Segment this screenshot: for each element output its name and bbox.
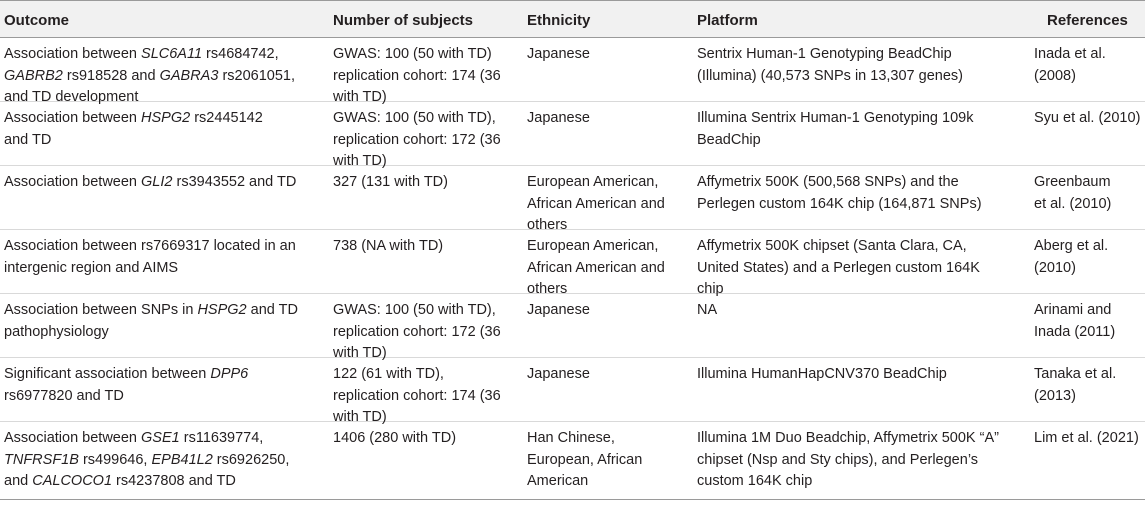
ethnicity-line: Japanese [527,366,590,382]
outcome-text: rs6977820 and TD [4,387,124,404]
platform-line: Illumina 1M Duo Beadchip, Affymetrix 500K “A” [697,430,999,446]
references-line: Tanaka et al. [1034,366,1117,382]
references-line: Inada et al. [1034,46,1106,62]
table-row [0,102,1145,169]
ethnicity-line: African American and [527,195,665,212]
gene-name: TNFRSF1B [4,451,79,468]
outcome-line [4,130,322,152]
gene-name: EPB41L2 [151,451,213,468]
cell-outcome [4,108,322,151]
cell-platform [697,300,1027,322]
outcome-line [4,386,322,408]
platform-line: Illumina Sentrix Human-1 Genotyping 109k [697,110,974,126]
outcome-text: Association between SNPs in [4,302,198,318]
outcome-text: rs3943552 and TD [172,174,297,190]
cell-outcome [4,44,322,109]
cell-platform [697,44,1027,87]
gene-name: CALCOCO1 [32,473,113,489]
subjects-line: with TD) [333,153,387,169]
cell-outcome [4,172,322,194]
outcome-line [4,108,322,130]
platform-line: chipset (Nsp and Sty chips), and Perlegen’s [697,451,979,468]
platform-line: chip [697,281,724,297]
cell-ethnicity [527,236,689,301]
platform-line: Affymetrix 500K chipset (Santa Clara, CA, [697,238,967,254]
cell-outcome [4,236,322,279]
references-line: Lim et al. (2021) [1034,430,1139,446]
ethnicity-line: Japanese [527,302,590,318]
platform-line: BeadChip [697,131,761,148]
outcome-text: rs918528 and [62,67,160,84]
outcome-line [4,236,322,258]
gene-name: HSPG2 [141,110,191,126]
cell-references [1034,108,1144,130]
cell-ethnicity [527,172,689,237]
outcome-text: rs4237808 and TD [112,473,236,489]
cell-number-of-subjects [333,236,518,258]
subjects-line: 738 (NA with TD) [333,238,444,254]
gene-name: GABRA3 [159,67,219,84]
subjects-line: replication cohort: 172 (36 [333,131,501,148]
references-line: Aberg et al. [1034,238,1109,254]
table-body [0,38,1145,500]
outcome-line [4,322,322,344]
subjects-line: replication cohort: 174 (36 [333,387,501,404]
cell-references [1034,300,1144,343]
platform-line: Illumina HumanHapCNV370 BeadChip [697,366,947,382]
cell-outcome [4,428,322,493]
references-line: (2013) [1034,387,1076,404]
cell-ethnicity [527,44,689,66]
outcome-text: rs4684742, [202,46,279,62]
outcome-line [4,364,322,386]
references-line: Greenbaum [1034,174,1111,190]
cell-references [1034,44,1144,87]
outcome-text: and [4,473,33,489]
cell-ethnicity [527,300,689,322]
platform-line: United States) and a Perlegen custom 164K [697,259,980,276]
gene-name: GABRB2 [4,67,63,84]
table-row [0,230,1145,297]
outcome-text: rs6926250, [212,451,290,468]
cell-references [1034,172,1144,215]
outcome-line [4,258,322,280]
ethnicity-line: Japanese [527,46,590,62]
cell-ethnicity [527,108,689,130]
subjects-line: 1406 (280 with TD) [333,430,457,446]
ethnicity-line: European, African [527,451,643,468]
header-platform: Platform [697,12,758,29]
platform-line: Perlegen custom 164K chip (164,871 SNPs) [697,195,982,212]
subjects-line: GWAS: 100 (50 with TD), [333,302,496,318]
cell-platform [697,364,1027,386]
header-ethnicity: Ethnicity [527,12,591,29]
cell-references [1034,428,1144,450]
outcome-text: Association between [4,110,142,126]
outcome-line [4,428,322,450]
outcome-text: Significant association between [4,366,211,382]
references-line: (2010) [1034,259,1076,276]
table-row [0,422,1145,500]
subjects-line: GWAS: 100 (50 with TD), [333,110,496,126]
table-row [0,294,1145,361]
subjects-line: 327 (131 with TD) [333,174,448,190]
subjects-line: replication cohort: 172 (36 [333,323,501,340]
cell-platform [697,172,1027,215]
references-line: (2008) [1034,67,1076,84]
cell-outcome [4,300,322,343]
cell-ethnicity [527,364,689,386]
platform-line: Affymetrix 500K (500,568 SNPs) and the [697,174,959,190]
outcome-text: rs2061051, [218,67,296,84]
ethnicity-line: others [527,217,568,233]
outcome-line [4,44,322,66]
header-references: References [1047,12,1128,29]
outcome-text: Association between [4,46,142,62]
header-outcome: Outcome [4,12,70,29]
cell-number-of-subjects [333,428,518,450]
platform-line: custom 164K chip [697,473,813,489]
outcome-line [4,471,322,493]
ethnicity-line: American [527,473,589,489]
cell-references [1034,364,1144,407]
subjects-line: GWAS: 100 (50 with TD) [333,46,492,62]
platform-line: Sentrix Human-1 Genotyping BeadChip [697,46,952,62]
gene-name: HSPG2 [197,302,247,318]
references-line: Inada (2011) [1034,323,1116,340]
ethnicity-line: European American, [527,238,659,254]
table-row [0,166,1145,233]
subjects-line: with TD) [333,345,387,361]
cell-number-of-subjects [333,172,518,194]
platform-line: (Illumina) (40,573 SNPs in 13,307 genes) [697,67,963,84]
ethnicity-line: European American, [527,174,659,190]
outcome-text: and TD [246,302,298,318]
outcome-text: intergenic region and AIMS [4,259,179,276]
cell-ethnicity [527,428,689,493]
outcome-line [4,66,322,88]
subjects-line: with TD) [333,409,387,425]
outcome-line [4,172,322,194]
cell-number-of-subjects [333,364,518,429]
subjects-line: 122 (61 with TD), [333,366,444,382]
table-row [0,38,1145,105]
ethnicity-line: others [527,281,568,297]
references-line: Arinami and [1034,302,1112,318]
platform-line: NA [697,302,718,318]
cell-platform [697,428,1027,493]
outcome-text: rs11639774, [179,430,264,446]
subjects-line: with TD) [333,89,387,105]
cell-number-of-subjects [333,108,518,173]
outcome-text: rs2445142 [190,110,263,126]
outcome-text: pathophysiology [4,323,109,340]
outcome-text: Association between [4,174,142,190]
cell-outcome [4,364,322,407]
outcome-text: rs499646, [78,451,152,468]
ethnicity-line: Han Chinese, [527,430,615,446]
ethnicity-line: Japanese [527,110,590,126]
outcome-text: Association between [4,430,142,446]
outcome-text: and TD development [4,89,139,105]
references-line: Syu et al. (2010) [1034,110,1141,126]
cell-platform [697,236,1027,301]
cell-number-of-subjects [333,44,518,109]
outcome-text: Association between rs7669317 located in an [4,238,296,254]
cell-number-of-subjects [333,300,518,365]
gene-name: DPP6 [210,366,249,382]
cell-references [1034,236,1144,279]
table-row [0,358,1145,425]
header-number-of-subjects: Number of subjects [333,12,474,29]
outcome-line [4,450,322,472]
table-header [0,0,1145,38]
ethnicity-line: African American and [527,259,665,276]
gene-name: GLI2 [141,174,173,190]
gene-name: GSE1 [141,430,180,446]
cell-platform [697,108,1027,151]
outcome-text: and TD [4,131,52,148]
gene-name: SLC6A11 [141,46,203,62]
outcome-line [4,300,322,322]
subjects-line: replication cohort: 174 (36 [333,67,501,84]
references-line: et al. (2010) [1034,195,1112,212]
